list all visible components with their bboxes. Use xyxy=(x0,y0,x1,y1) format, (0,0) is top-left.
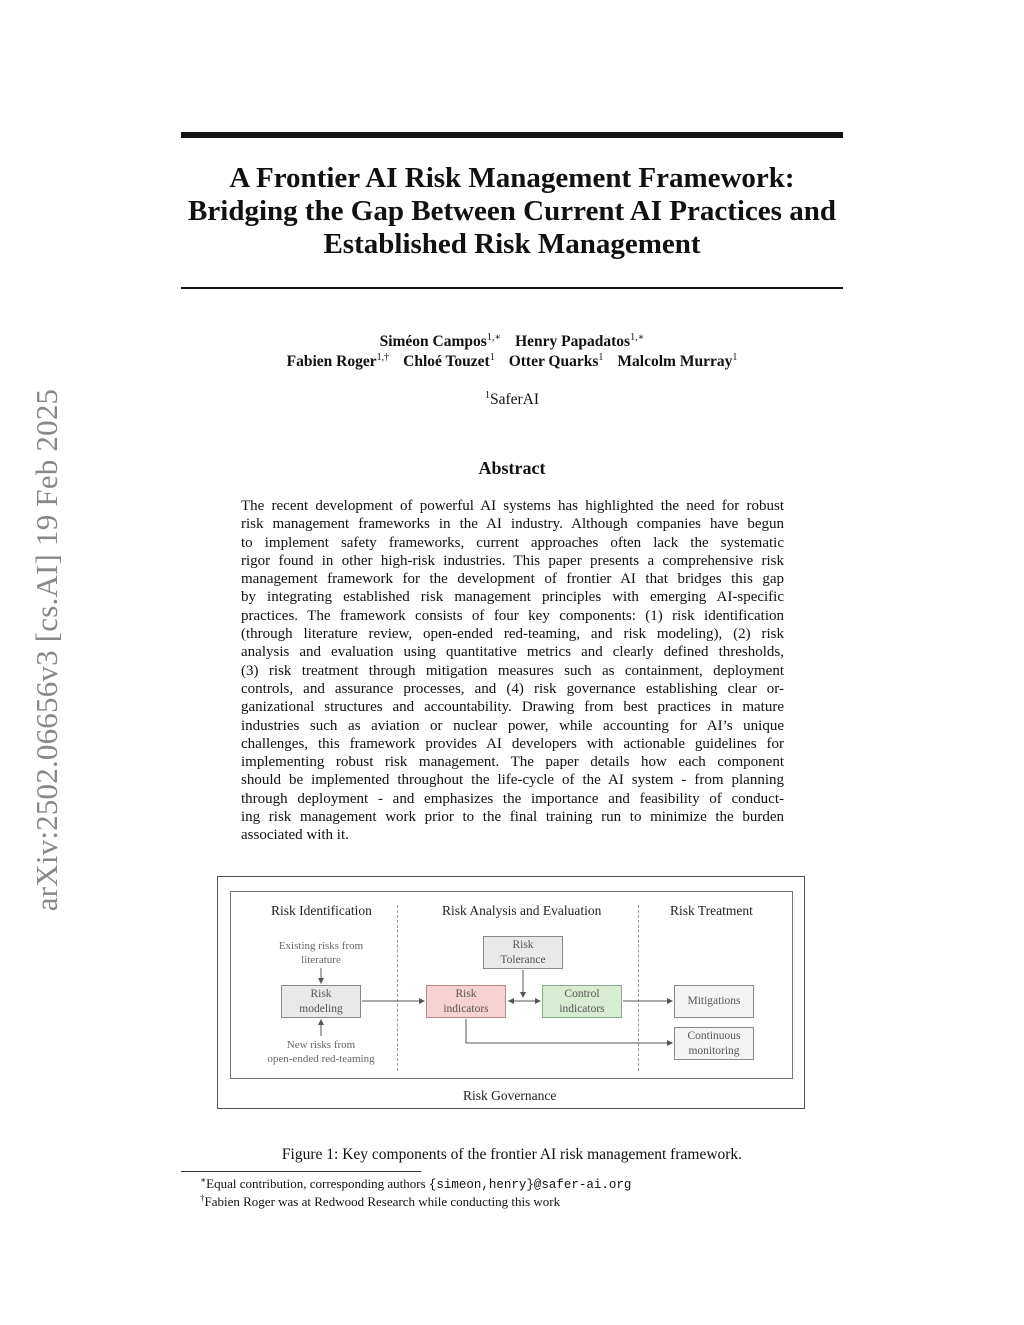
box-label: Continuous xyxy=(687,1029,741,1042)
author-affil-mark: 1 xyxy=(732,352,738,363)
author-row-2 xyxy=(150,353,874,371)
footnote-text: Equal contribution, corresponding authors xyxy=(206,1176,429,1191)
abstract-line: controls, and assurance processes, and (4) risk governance establishing clear or- xyxy=(241,680,784,697)
box-label: indicators xyxy=(559,1002,605,1015)
box-label: Control xyxy=(564,987,600,1000)
abstract-line: should be implemented throughout the life-cycle of the AI system - from planning xyxy=(241,772,784,789)
abstract-body xyxy=(241,497,784,845)
box-label: indicators xyxy=(443,1002,489,1015)
abstract-line: ing risk management work prior to the final training run to minimize the burden xyxy=(241,809,784,826)
author-affil-mark: 1 xyxy=(598,352,604,363)
abstract-line: to implement safety frameworks, current approaches often lack the systematic xyxy=(241,534,784,551)
paper-title xyxy=(150,162,874,261)
author-row-1 xyxy=(150,333,874,351)
author-name: Otter Quarks xyxy=(508,353,599,370)
author-affil-mark: 1 xyxy=(489,352,495,363)
author-affil-mark: 1,∗ xyxy=(630,332,645,343)
box-label: Risk xyxy=(310,987,332,1000)
section-risk-treatment: Risk Treatment xyxy=(670,903,753,918)
box-label: Risk xyxy=(512,938,534,951)
box-label: monitoring xyxy=(688,1044,740,1057)
title-bottom-rule xyxy=(181,287,843,289)
abstract-line: through deployment - and emphasizes the importance and feasibility of conduct- xyxy=(241,790,784,807)
author-affil-mark: 1,∗ xyxy=(486,332,502,343)
abstract-line: associated with it. xyxy=(241,827,349,844)
new-risks-line: New risks from xyxy=(286,1039,356,1051)
section-divider xyxy=(638,905,639,1071)
abstract-line: by integrating established risk management principles with emerging AI-specific xyxy=(241,589,784,606)
abstract-line: challenges, this framework provides AI developers with actionable guidelines for xyxy=(241,735,784,752)
affiliation-name: SaferAI xyxy=(489,391,540,408)
existing-risks-line: literature xyxy=(301,954,341,966)
existing-risks-label xyxy=(262,939,380,967)
footnote-text: Fabien Roger was at Redwood Research while conducting this work xyxy=(204,1194,561,1209)
abstract-line: (through literature review, open-ended red-teaming, and risk modeling), (2) risk xyxy=(241,626,784,643)
new-risks-label xyxy=(256,1038,386,1066)
abstract-line: rigor found in other high-risk industries. This paper presents a comprehensive risk xyxy=(241,552,784,569)
arxiv-id: arXiv:2502.06656v3 [cs.AI] 19 Feb 2025 xyxy=(29,388,64,912)
existing-risks-line: Existing risks from xyxy=(278,940,364,952)
box-label: Tolerance xyxy=(500,953,546,966)
box-label: modeling xyxy=(299,1002,343,1015)
abstract-line: implementing robust risk management. The paper details how each component xyxy=(241,754,784,771)
footnote-email[interactable]: {simeon,henry}@safer-ai.org xyxy=(428,1178,632,1192)
box-label: Risk xyxy=(455,987,477,1000)
mitigations-box xyxy=(674,985,754,1018)
abstract-line: industries such as aviation or nuclear power, while accounting for AI’s unique xyxy=(241,717,784,734)
continuous-monitoring-box xyxy=(674,1027,754,1060)
footnote-mark: † xyxy=(200,1193,205,1203)
author-name: Henry Papadatos xyxy=(515,333,631,350)
title-line: Bridging the Gap Between Current AI Practices and xyxy=(188,195,836,227)
section-divider xyxy=(397,905,398,1071)
abstract-line: analysis and evaluation using quantitative metrics and clearly defined thresholds, xyxy=(241,644,784,661)
author-name: Fabien Roger xyxy=(286,353,377,370)
section-risk-analysis: Risk Analysis and Evaluation xyxy=(442,903,602,918)
risk-indicators-box xyxy=(426,985,506,1018)
author-name: Malcolm Murray xyxy=(617,353,733,370)
new-risks-line: open-ended red-teaming xyxy=(267,1053,375,1065)
title-line: A Frontier AI Risk Management Framework: xyxy=(229,162,795,194)
risk-tolerance-box xyxy=(483,936,563,969)
affiliation-mark: 1 xyxy=(484,390,490,401)
abstract-line: practices. The framework consists of four key components: (1) risk identification xyxy=(241,607,784,624)
abstract-line: risk management frameworks in the AI industry. Although companies have begun xyxy=(241,516,784,533)
control-indicators-box xyxy=(542,985,622,1018)
footnote-mark: ∗ xyxy=(200,1175,207,1185)
abstract-line: The recent development of powerful AI systems has highlighted the need for robust xyxy=(241,498,784,514)
title-line: Established Risk Management xyxy=(323,228,701,260)
risk-modeling-box xyxy=(281,985,361,1018)
author-name: Chloé Touzet xyxy=(403,353,490,370)
title-top-rule xyxy=(181,132,843,138)
abstract-line: management framework for the development of frontier AI that bridges this gap xyxy=(241,571,784,588)
abstract-line: (3) risk treatment through mitigation measures such as containment, deployment xyxy=(241,662,784,679)
footnote-rule xyxy=(181,1171,421,1172)
risk-governance-label: Risk Governance xyxy=(463,1088,557,1103)
author-affil-mark: 1,† xyxy=(376,352,390,363)
footnote-1 xyxy=(200,1176,631,1192)
abstract-line: ganizational structures and accountability. Drawing from best practices in mature xyxy=(241,699,784,716)
figure-caption: Figure 1: Key components of the frontier AI risk management framework. xyxy=(281,1146,743,1163)
abstract-heading: Abstract xyxy=(478,458,546,478)
affiliation xyxy=(150,391,874,409)
box-label: Mitigations xyxy=(687,995,741,1007)
section-risk-identification: Risk Identification xyxy=(271,903,372,918)
author-name: Siméon Campos xyxy=(379,333,487,350)
footnote-2 xyxy=(200,1194,560,1210)
